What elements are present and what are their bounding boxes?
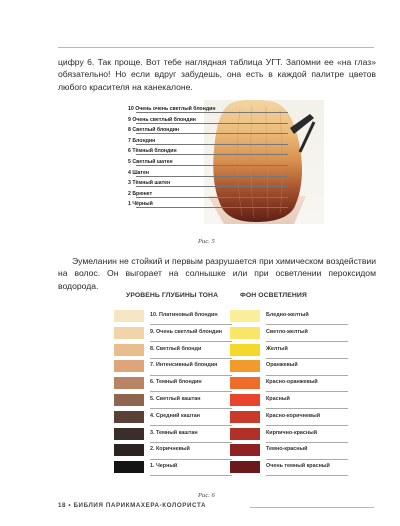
background-row <box>230 426 350 443</box>
color-swatch <box>230 461 260 473</box>
color-swatch <box>230 394 260 406</box>
level-row: 3 Тёмный шатен <box>128 180 171 187</box>
background-row <box>230 375 350 392</box>
swatch-label: Красный <box>266 395 290 402</box>
paragraph-bottom: Эумеланин не стойкий и первым разрушается при химическом воздействии на волос. Он выгорает на солнышке или при осветлении пероксидом водорода. <box>58 256 376 291</box>
figure-6-caption: Рис. 6 <box>198 492 215 499</box>
color-swatch <box>114 360 144 372</box>
top-rule <box>58 47 374 48</box>
figure-5-caption: Рис. 5 <box>198 238 215 245</box>
tone-level-row <box>114 358 234 375</box>
color-swatch <box>114 444 144 456</box>
bottom-rule <box>250 507 374 508</box>
tone-level-row <box>114 426 234 443</box>
color-swatch <box>114 344 144 356</box>
color-swatch <box>230 377 260 389</box>
tone-level-row <box>114 442 234 459</box>
color-swatch <box>114 310 144 322</box>
level-scale <box>128 104 288 210</box>
tone-level-row <box>114 325 234 342</box>
color-swatch <box>230 344 260 356</box>
level-row: 8 Светлый блондин <box>128 127 180 134</box>
color-swatch <box>230 360 260 372</box>
background-row <box>230 325 350 342</box>
background-row <box>230 392 350 409</box>
lightening-background-title: ФОН ОСВЕТЛЕНИЯ <box>240 292 307 299</box>
tone-level-row <box>114 342 234 359</box>
color-swatch <box>230 411 260 423</box>
color-swatch <box>114 461 144 473</box>
background-row <box>230 342 350 359</box>
swatch-label: 6. Темный блондин <box>150 379 202 386</box>
swatch-label: 2. Коричневый <box>150 446 190 453</box>
level-row: 10 Очень очень светлый блондин <box>128 106 216 112</box>
color-swatch <box>230 310 260 322</box>
color-swatch <box>114 394 144 406</box>
level-row: 9 Очень светлый блондин <box>128 116 196 123</box>
level-row: 2 Брюнет <box>128 190 153 197</box>
color-swatch <box>114 428 144 440</box>
page-footer: 18 • БИБЛИЯ ПАРИКМАХЕРА-КОЛОРИСТА <box>58 502 207 509</box>
swatch-underline <box>150 475 232 476</box>
background-row <box>230 358 350 375</box>
level-row: 7 Блондин <box>128 137 156 144</box>
swatch-label: Светло-желтый <box>266 328 308 335</box>
swatch-label: Бледно-желтый <box>266 312 309 318</box>
tone-level-row <box>114 409 234 426</box>
tone-depth-column <box>114 308 234 476</box>
figure-5-hair-level-chart <box>128 100 324 224</box>
swatch-label: 1. Черный <box>150 463 178 470</box>
figure-6-color-tables <box>114 292 360 484</box>
swatch-label: 3. Темный каштан <box>150 429 198 436</box>
color-swatch <box>114 411 144 423</box>
background-row <box>230 308 350 325</box>
tone-level-row <box>114 459 234 476</box>
color-swatch <box>230 444 260 456</box>
tone-level-row <box>114 308 234 325</box>
swatch-label: 9. Очень светлый блондин <box>150 328 223 335</box>
swatch-label: 4. Средний каштан <box>150 412 201 419</box>
swatch-label: 10. Платиновый блондин <box>150 312 218 318</box>
swatch-label: 7. Интенсивный блондин <box>150 362 218 369</box>
tone-level-row <box>114 392 234 409</box>
swatch-label: Желтый <box>266 345 288 352</box>
swatch-label: Очень темный красный <box>266 463 330 470</box>
level-row: 5 Светлый шатен <box>128 158 173 165</box>
lightening-background-column <box>230 308 350 476</box>
swatch-label: 8. Светлый блонди <box>150 345 202 352</box>
swatch-label: Темно-красный <box>266 446 308 453</box>
color-swatch <box>230 327 260 339</box>
paragraph-top: цифру 6. Так проще. Вот тебе наглядная таблица УГТ. Запомни ее «на глаз» обязательно! Но если вдруг забудешь, она есть в каждой палитре цветов любого красителя на канекалоне. <box>58 57 376 92</box>
swatch-label: Оранжевый <box>266 362 298 369</box>
swatch-underline <box>266 475 348 476</box>
background-row <box>230 459 350 476</box>
swatch-label: Красно-коричневый <box>266 412 321 419</box>
tone-level-row <box>114 375 234 392</box>
color-swatch <box>114 327 144 339</box>
color-swatch <box>114 377 144 389</box>
swatch-label: 5. Светлый каштан <box>150 395 201 402</box>
swatch-label: Кирпично-красный <box>266 429 318 436</box>
background-row <box>230 409 350 426</box>
level-row: 6 Тёмный блондин <box>128 148 177 155</box>
tone-depth-title: УРОВЕНЬ ГЛУБИНЫ ТОНА <box>126 292 219 299</box>
level-row: 1 Чёрный <box>128 201 153 208</box>
level-row: 4 Шатен <box>128 169 149 176</box>
background-row <box>230 442 350 459</box>
swatch-label: Красно-оранжевый <box>266 379 318 386</box>
color-swatch <box>230 428 260 440</box>
